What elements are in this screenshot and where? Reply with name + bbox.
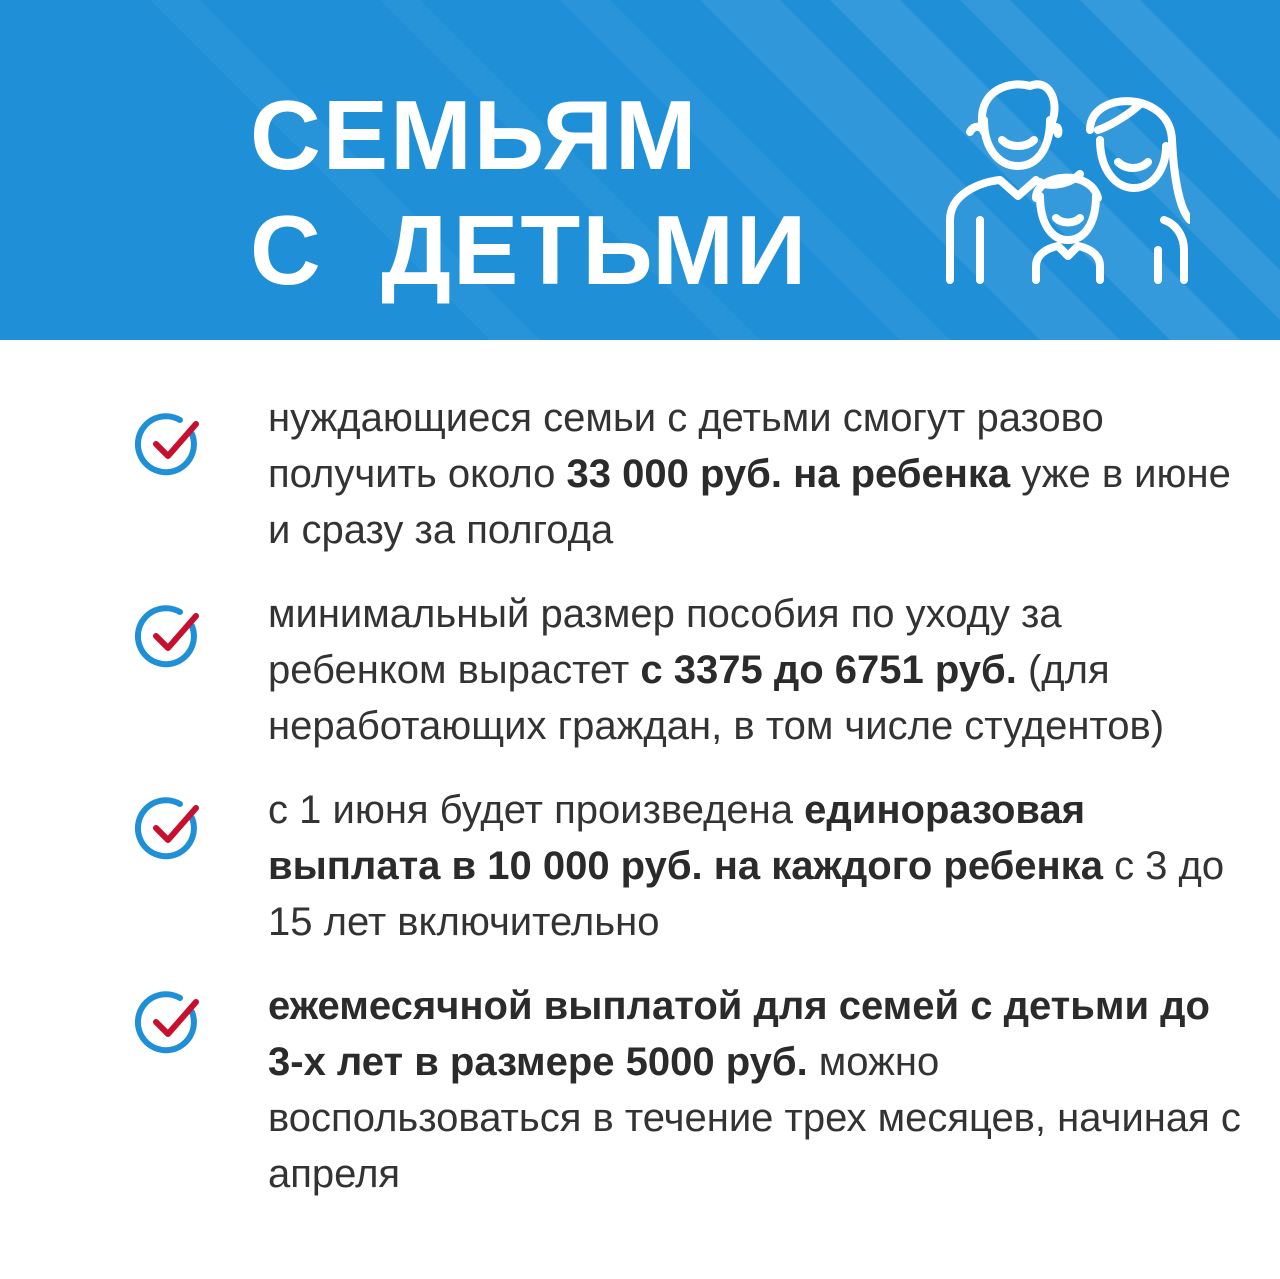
- item-text: [268, 586, 1243, 754]
- check-circle-icon: [134, 794, 206, 866]
- check-circle-icon: [134, 410, 206, 482]
- item-text: [268, 978, 1243, 1202]
- item-text: [268, 390, 1243, 558]
- item-text: [268, 782, 1243, 950]
- item-text-regular: минимальный размер пособия по уходу за ребенком вырастет: [268, 592, 1062, 692]
- check-circle-icon: [134, 988, 206, 1060]
- family-icon: [940, 70, 1190, 290]
- item-text-regular: с 3 до 15 лет включительно: [268, 844, 1225, 944]
- item-text-regular: можно воспользоваться в течение трех месяцев, начиная с апреля: [268, 1040, 1241, 1196]
- item-text-bold: 33 000 руб. на ребенка: [566, 452, 1011, 496]
- item-text-regular: с 1 июня будет произведена: [268, 788, 805, 832]
- title-line-1: СЕМЬЯМ: [250, 80, 699, 190]
- header-banner: [0, 0, 1280, 340]
- item-text-regular: (для неработающих граждан, в том числе студентов): [268, 648, 1165, 748]
- item-text-regular: нуждающиеся семьи с детьми смогут разово получить около: [268, 396, 1104, 496]
- item-text-bold: единоразовая выплата в 10 000 руб. на каждого ребенка: [268, 788, 1103, 888]
- check-circle-icon: [134, 602, 206, 674]
- item-text-bold: ежемесячной выплатой для семей с детьми до 3-х лет в размере 5000 руб.: [268, 984, 1210, 1084]
- item-text-bold: с 3375 до 6751 руб.: [640, 648, 1017, 692]
- item-text-regular: уже в июне и сразу за полгода: [268, 452, 1231, 552]
- title-line-2: С ДЕТЬМИ: [250, 195, 809, 305]
- page-title: [250, 78, 808, 308]
